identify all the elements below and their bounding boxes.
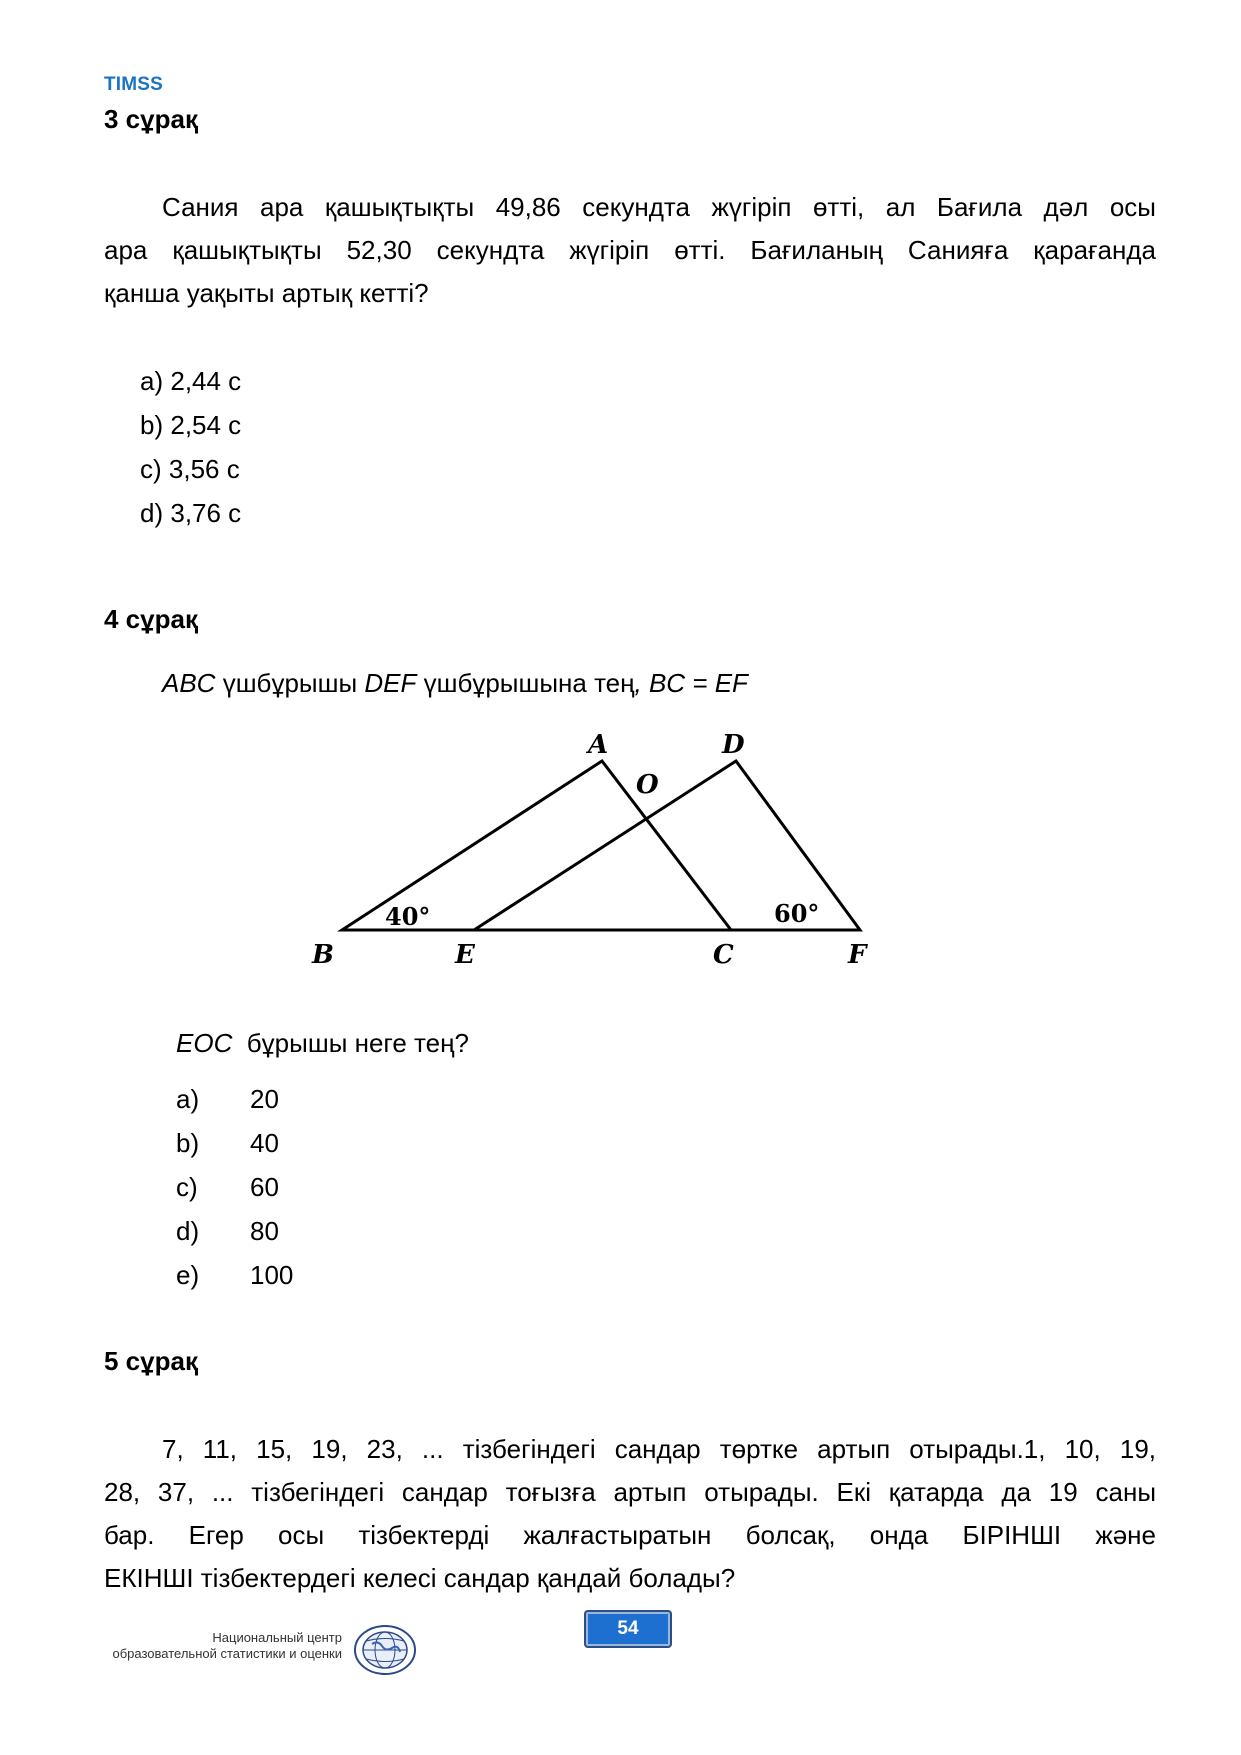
option-letter: d) xyxy=(176,1216,200,1246)
page-number-badge: 54 xyxy=(584,1610,672,1648)
option-text: 3,56 с xyxy=(168,454,240,484)
vertex-c-label: C xyxy=(713,940,734,970)
option-letter: b) xyxy=(176,1128,200,1158)
question-4-option-e[interactable] xyxy=(176,1253,293,1297)
option-text: 80 xyxy=(250,1216,279,1246)
option-letter: b) xyxy=(140,410,164,440)
question-3-title: 3 сұрақ xyxy=(104,104,198,134)
question-4-option-d[interactable] xyxy=(176,1209,293,1253)
angle-eoc-label: EOC xyxy=(176,1028,233,1058)
question-4-question-text: бұрышы неге тең? xyxy=(232,1028,469,1058)
option-text: 100 xyxy=(250,1260,294,1290)
question-5-line-3: бар. Егер осы тізбектерді жалғастыратын болсақ, онда БІРІНШІ және xyxy=(104,1520,1156,1550)
footer-org-line-2: образовательной статистики и оценки xyxy=(112,1646,342,1661)
question-4-option-c[interactable] xyxy=(176,1165,293,1209)
option-letter: d) xyxy=(140,498,164,528)
option-text: 2,44 с xyxy=(170,366,242,396)
option-text: 20 xyxy=(250,1084,279,1114)
option-text: 60 xyxy=(250,1172,279,1202)
statement-text-2: үшбұрышына тең xyxy=(416,668,635,698)
footer-org-line-1: Национальный центр xyxy=(212,1630,342,1645)
vertex-a-label: A xyxy=(588,730,609,760)
triangle-def-label: DEF xyxy=(364,668,417,698)
question-3-option-a[interactable] xyxy=(140,359,241,403)
vertex-f-label: F xyxy=(848,940,867,970)
option-letter: e) xyxy=(176,1260,200,1290)
question-5-line-1: 7, 11, 15, 19, 23, ... тізбегіндегі сандар төртке артып отырады.1, 10, 19, xyxy=(162,1434,1156,1464)
vertex-b-label: B xyxy=(312,940,334,970)
question-4-statement xyxy=(162,668,748,699)
equality-label: BC = EF xyxy=(648,668,748,698)
question-5-title: 5 сұрақ xyxy=(104,1346,198,1376)
point-o-label: O xyxy=(636,770,659,800)
question-3-line-3: қанша уақыты артық кетті? xyxy=(104,278,429,308)
question-4-question xyxy=(176,1028,469,1059)
question-4-options xyxy=(176,1077,293,1297)
angle-f-label: 60° xyxy=(774,899,820,928)
question-3-option-c[interactable] xyxy=(140,447,241,491)
angle-b-label: 40° xyxy=(385,902,431,931)
option-text: 2,54 с xyxy=(170,410,242,440)
question-3-option-d[interactable] xyxy=(140,491,241,535)
question-3-line-1: Сания ара қашықтықты 49,86 секундта жүгіріп өтті, ал Бағила дәл осы xyxy=(162,192,1156,222)
question-4-title: 4 сұрақ xyxy=(104,604,198,634)
option-text: 40 xyxy=(250,1128,279,1158)
option-letter: c) xyxy=(176,1172,198,1202)
option-letter: c) xyxy=(140,454,162,484)
question-3-option-b[interactable] xyxy=(140,403,241,447)
triangle-figure xyxy=(300,725,900,975)
question-4-option-b[interactable] xyxy=(176,1121,293,1165)
question-5-line-4: ЕКІНШІ тізбектердегі келесі сандар қандай болады? xyxy=(104,1563,736,1593)
statement-comma: , xyxy=(634,668,649,698)
header-label: TIMSS xyxy=(104,74,164,95)
option-letter: a) xyxy=(140,366,164,396)
globe-logo-icon xyxy=(352,1622,418,1678)
question-4-option-a[interactable] xyxy=(176,1077,293,1121)
vertex-e-label: E xyxy=(455,940,475,970)
vertex-d-label: D xyxy=(722,730,745,760)
option-text: 3,76 с xyxy=(170,498,242,528)
question-5-line-2: 28, 37, ... тізбегіндегі сандар тоғызға артып отырады. Екі қатарда да 19 саны xyxy=(104,1477,1156,1507)
question-3-line-2: ара қашықтықты 52,30 секундта жүгіріп өтті. Бағиланың Санияға қарағанда xyxy=(104,235,1156,265)
statement-text-1: үшбұрышы xyxy=(215,668,365,698)
triangle-abc-label: ABC xyxy=(162,668,216,698)
question-3-options xyxy=(140,359,241,535)
option-letter: a) xyxy=(176,1084,200,1114)
